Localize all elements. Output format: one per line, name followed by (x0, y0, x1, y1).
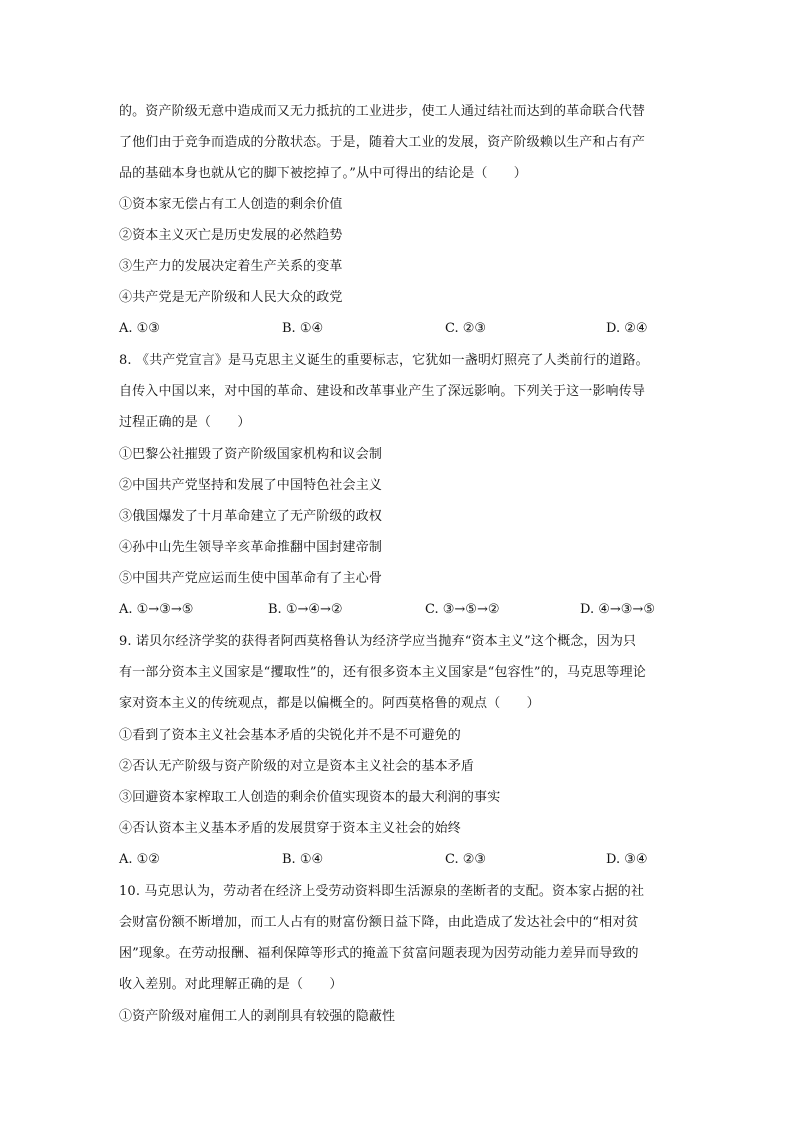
q8-stem-line-2: 自传入中国以来，对中国的革命、建设和改革事业产生了深远影响。下列关于这一影响传导 (119, 384, 646, 399)
q8-statement-5: ⑤中国共产党应运而生使中国革命有了主心骨 (119, 571, 383, 586)
q7-statement-4: ④共产党是无产阶级和人民大众的政党 (119, 290, 343, 305)
q10-stem-line-3: 困”现象。在劳动报酬、福利保障等形式的掩盖下贫富问题表现为因劳动能力差异而导致的 (119, 946, 639, 961)
q9-stem-line-2: 有一部分资本主义国家是“攫取性”的，还有很多资本主义国家是“包容性”的，马克思等理论 (119, 665, 646, 680)
q7-option-d: D. ②④ (606, 321, 648, 336)
q9-statement-4: ④否认资本主义基本矛盾的发展贯穿于资本主义社会的始终 (119, 821, 461, 836)
q9-option-c: C. ②③ (445, 852, 487, 867)
q9-option-b: B. ①④ (282, 852, 324, 867)
q8-statement-1: ①巴黎公社摧毁了资产阶级国家机构和议会制 (119, 447, 383, 462)
q9-statement-3: ③回避资本家榨取工人创造的剩余价值实现资本的最大利润的事实 (119, 790, 501, 805)
q7-option-b: B. ①④ (282, 321, 324, 336)
q9-option-d: D. ③④ (606, 852, 648, 867)
q9-stem-line-3: 家对资本主义的传统观点，都是以偏概全的。阿西莫格鲁的观点（ ） (119, 696, 540, 711)
q8-option-d: D. ④→③→⑤ (580, 602, 655, 617)
q7-stem-line-1: 的。资产阶级无意中造成而又无力抵抗的工业进步，使工人通过结社而达到的革命联合代替 (119, 104, 646, 119)
q8-option-a: A. ①→③→⑤ (119, 602, 194, 617)
q7-statement-2: ②资本主义灭亡是历史发展的必然趋势 (119, 228, 343, 243)
q7-option-a: A. ①③ (119, 321, 160, 336)
q10-statement-1: ①资产阶级对雇佣工人的剥削具有较强的隐蔽性 (119, 1009, 396, 1024)
q7-stem-line-2: 了他们由于竞争而造成的分散状态。于是，随着大工业的发展，资产阶级赖以生产和占有产 (119, 135, 646, 150)
q10-stem-line-1: 10. 马克思认为，劳动者在经济上受劳动资料即生活源泉的垄断者的支配。资本家占据的社 (119, 884, 645, 899)
q8-stem-line-3: 过程正确的是（ ） (119, 415, 251, 430)
q7-statement-3: ③生产力的发展决定着生产关系的变革 (119, 259, 343, 274)
q10-stem-line-2: 会财富份额不断增加，而工人占有的财富份额日益下降，由此造成了发达社会中的“相对贫 (119, 915, 639, 930)
q7-statement-1: ①资本家无偿占有工人创造的剩余价值 (119, 197, 343, 212)
q8-statement-3: ③俄国爆发了十月革命建立了无产阶级的政权 (119, 509, 383, 524)
q8-statement-4: ④孙中山先生领导辛亥革命推翻中国封建帝制 (119, 540, 383, 555)
q9-stem-line-1: 9. 诺贝尔经济学奖的获得者阿西莫格鲁认为经济学应当抛弃“资本主义”这个概念，因为只 (119, 634, 637, 649)
q7-stem-line-3: 品的基础本身也就从它的脚下被挖掉了。”从中可得出的结论是（ ） (119, 166, 527, 181)
q8-statement-2: ②中国共产党坚持和发展了中国特色社会主义 (119, 478, 383, 493)
q9-option-a: A. ①② (119, 852, 160, 867)
q9-statement-1: ①看到了资本主义社会基本矛盾的尖锐化并不是不可避免的 (119, 728, 461, 743)
q7-option-c: C. ②③ (445, 321, 487, 336)
q8-option-b: B. ①→④→② (268, 602, 343, 617)
q8-stem-line-1: 8. 《共产党宣言》是马克思主义诞生的重要标志，它犹如一盏明灯照亮了人类前行的道路。 (119, 353, 649, 368)
q9-statement-2: ②否认无产阶级与资产阶级的对立是资本主义社会的基本矛盾 (119, 759, 475, 774)
q10-stem-line-4: 收入差别。对此理解正确的是（ ） (119, 977, 343, 992)
q8-option-c: C. ③→⑤→② (425, 602, 500, 617)
